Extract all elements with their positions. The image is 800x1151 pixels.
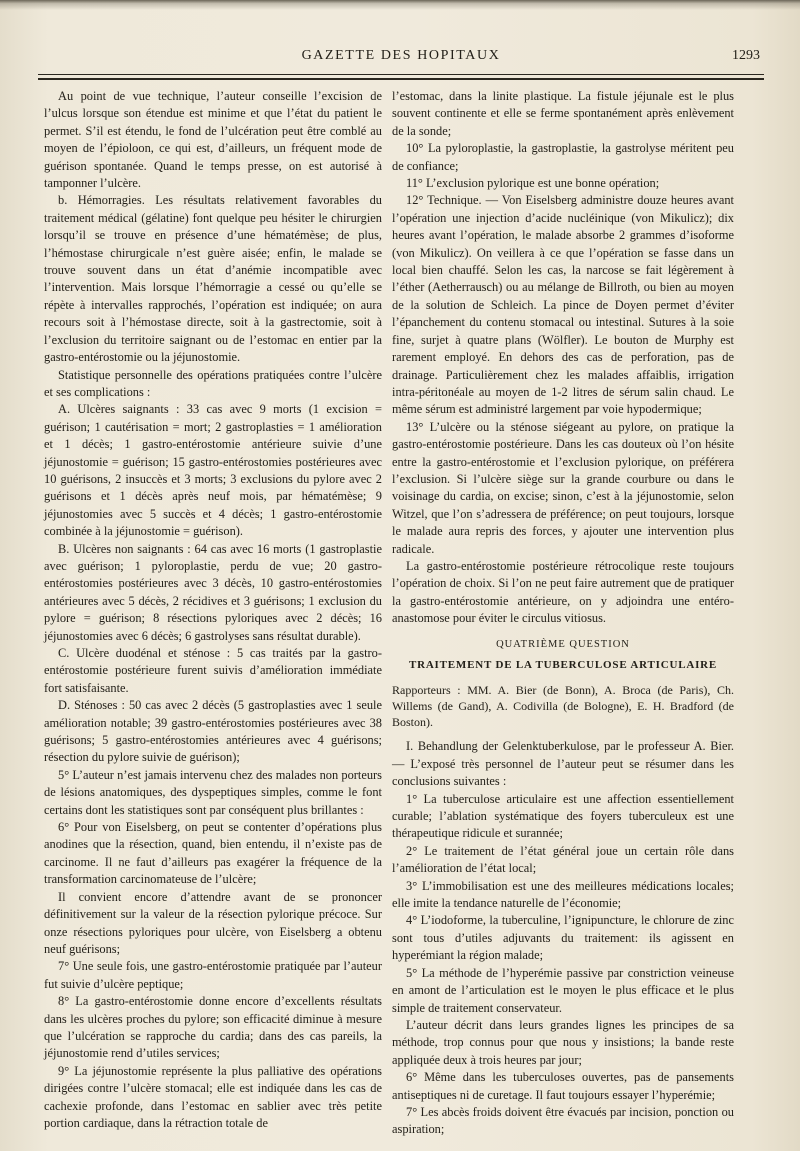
section-number: QUATRIÈME QUESTION [496,638,630,650]
section-title: TRAITEMENT DE LA TUBERCULOSE ARTICULAIRE [408,659,718,671]
paragraph: La gastro-entérostomie postérieure rétrocolique reste toujours l’opération de choix. Si l’on ne peut faire autrement que de pratiquer la gastro-entérostomie antérieure, on y adjoindra une entéro-anastomose pour éviter le circulus vitiosus. [392,558,734,626]
paragraph: 12° Technique. — Von Eiselsberg administre douze heures avant l’opération une injection d’acide nucléinique (von Mikulicz); dix heures avant l’opération, le malade absorbe 2 grammes d’isoforme (von Mikulicz). On veillera à ce que l’opération se fasse dans un local bien chauffé. Selon les cas, la narcose se fait légèrement à l’éther (Aetherrausch) ou au mélange de Billroth, ou bien au moyen de la solution de Schleich. La pince de Doyen permet d’éviter l’épanchement du contenu stomacal ou intestinal. Sutures à la soie fine, surjet à quatre plans (Wölfler). Le bouton de Murphy est rarement employé. En dehors des cas de perforation, pas de drainage. Particulièrement chez les malades affaiblis, irrigation intra-péritonéale au moyen de 1-2 litres de sérum salin chaud. Le même sérum est administré largement par voie hypodermique; [392,193,734,417]
paragraph: 5° L’auteur n’est jamais intervenu chez des malades non porteurs de lésions anatomiques, des dyspeptiques simples, comme le font certains dont les statistiques sont par conséquent plus brillantes : [44,767,382,817]
paragraph: 7° Une seule fois, une gastro-entérostomie pratiquée par l’auteur fut suivie d’ulcère peptique; [44,959,382,991]
paragraph: 8° La gastro-entérostomie donne encore d’excellents résultats dans les ulcères proches du pylore; son efficacité diminue à mesure que l’ulcération se rapproche du cardia; dans des cas pareils, la jéjunostomie rend d’utiles services; [44,994,382,1061]
paragraph: 10° La pyloroplastie, la gastroplastie, la gastrolyse méritent peu de confiance; [392,141,734,173]
paragraph: 9° La jéjunostomie représente la plus palliative des opérations dirigées contre l’ulcère stomacal; elle est indiquée dans les cas de cachexie profonde, dans l’estomac en sablier avec très petite portion cardiaque, dans la rétraction totale de [44,1063,382,1130]
paragraph: A. Ulcères saignants : 33 cas avec 9 morts (1 excision = guérison; 1 cautérisation = mort; 2 gastroplasties = 1 amélioration et 1 décès; 1 gastro-entérostomie antérieure suivie d’une jéjunostomie = guérison; 15 gastro-entérostomies postérieures avec 10 guérisons, 2 insuccès et 3 morts; 3 exclusions du pylore avec 2 guérisons et 1 décès après neuf mois, par hématémèse; 9 jéjunostomies avec 5 succès et 4 décès; 1 gastro-entérostomie combinée à la jéjunostomie = guérison). [44,402,382,539]
scan-edge-shadow [0,0,800,10]
left-column [44,88,382,1132]
paragraph: D. Sténoses : 50 cas avec 2 décès (5 gastroplasties avec 1 seule amélioration notable; 39 gastro-entérostomies postérieures avec 38 guérisons; 5 gastro-entérostomies antérieures avec 4 guérisons; résection du pylore suivie de guérison); [44,698,382,765]
paragraph: 11° L’exclusion pylorique est une bonne opération; [406,176,660,191]
paragraph: 1° La tuberculose articulaire est une affection essentiellement curable; l’ablation systématique des foyers tuberculeux est une thérapeutique ridicule et surannée; [392,791,734,841]
header-rule-thick [38,78,764,80]
right-column [392,88,734,1139]
paragraph: b. Hémorragies. Les résultats relativement favorables du traitement médical (gélatine) font quelque peu hésiter le chirurgien lorsqu’il se trouve en présence d’une hématémèse; de plus, l’hémostase chirurgicale n’est guère aisée; enfin, le malade se trouve souvent dans un état d’anémie incompatible avec l’intervention. Mais lorsque l’hémorragie a cessé ou qu’elle se répète à intervalles rapprochés, l’opération est indiquée; on aura recours soit à l’hémostase directe, soit à la gastrectomie, soit à l’exclusion du territoire saignant ou de l’estomac en entier par la gastro-entérostomie ou la jéjunostomie. [44,193,382,365]
paragraph: I. Behandlung der Gelenktuberkulose, par le professeur A. Bier. — L’exposé très personnel de l’auteur peut se résumer dans les conclusions suivantes : [392,739,734,789]
paragraph: 13° L’ulcère ou la sténose siégeant au pylore, on pratique la gastro-entérostomie postérieure. Dans les cas douteux où l’on hésite entre la gastro-entérostomie et l’exclusion pylorique, on préférera l’exclusion. Si l’ulcère siège sur la grande courbure ou dans le voisinage du cardia, on excise; sinon, c’est à la jéjunostomie, selon Witzel, que l’on s’adressera de préférence; on peut toujours, lorsque le malade aura repris des forces, y ajouter une intervention plus radicale. [392,419,734,556]
paragraph: Statistique personnelle des opérations pratiquées contre l’ulcère et ses complications : [44,367,382,399]
paragraph: B. Ulcères non saignants : 64 cas avec 16 morts (1 gastroplastie avec guérison; 1 pyloroplastie, perdu de vue; 20 gastro-entérostomies postérieures avec 3 décès, 10 gastro-entérostomies antérieures avec 5 décès, 2 récidives et 3 guérisons; 1 exclusion du pylore = guérison; 8 résections pyloriques avec 2 décès; 16 jéjunostomies avec 6 décès; 6 gastrolyses sans résultat durable). [44,541,382,643]
paragraph: 4° L’iodoforme, la tuberculine, l’ignipuncture, le chlorure de zinc sont tous d’utiles adjuvants du traitement: ils agissent en hyperémiant la région malade; [392,913,734,963]
rapporteurs-line: Rapporteurs : MM. A. Bier (de Bonn), A. Broca (de Paris), Ch. Willems (de Gand), A. Codivilla (de Bologne), E. H. Bradford (de Boston). [392,683,734,730]
running-header [38,42,764,66]
paragraph: 6° Même dans les tuberculoses ouvertes, pas de pansements antiseptiques ni de curetage. Il faut toujours essayer l’hyperémie; [392,1070,734,1102]
page-number: 1293 [732,48,760,63]
paragraph: 7° Les abcès froids doivent être évacués par incision, ponction ou aspiration; [392,1104,734,1137]
paragraph: 6° Pour von Eiselsberg, on peut se contenter d’opérations plus anodines que la résection, quand, bien entendu, il n’existe pas de carcinome. Il ne faut d’ailleurs pas exagérer la fréquence de la transformation carcinomateuse de l’ulcère; [44,820,382,887]
paragraph: 5° La méthode de l’hyperémie passive par constriction veineuse en amont de l’articulation est le moyen le plus efficace et le plus simple de traitement conservateur. [392,965,734,1015]
paragraph: C. Ulcère duodénal et sténose : 5 cas traités par la gastro-entérostomie postérieure furent suivis d’amélioration immédiate fort satisfaisante. [44,646,382,695]
paragraph: 3° L’immobilisation est une des meilleures médications locales; elle imite la tendance naturelle de l’économie; [392,878,734,911]
header-rule-thin [38,74,764,75]
paragraph: Il convient encore d’attendre avant de se prononcer définitivement sur la valeur de la résection pylorique précoce. Sur onze résections pyloriques pour ulcère, von Eiselsberg a obtenu neuf guérisons; [44,889,382,956]
paragraph: 2° Le traitement de l’état général joue un certain rôle dans l’amélioration de l’état local; [392,843,734,876]
paragraph: L’auteur décrit dans leurs grandes lignes les principes de sa méthode, trop connus pour que nous y insistions; la bande reste appliquée deux à trois heures par jour; [392,1017,734,1067]
paragraph: Au point de vue technique, l’auteur conseille l’excision de l’ulcus lorsque son étendue est minime et que l’état du patient le permet. S’il est étendu, le fond de l’ulcération peut être comblé au moyen de l’épioloon, ce qui est, d’ailleurs, un fréquent mode de guérison spontanée. Quand le temps presse, on est autorisé à tamponner l’ulcère. [44,89,382,191]
paragraph: l’estomac, dans la linite plastique. La fistule jéjunale est le plus souvent continente et elle se ferme spontanément après enlèvement de la sonde; [392,89,734,138]
journal-title: GAZETTE DES HOPITAUX [301,48,501,63]
